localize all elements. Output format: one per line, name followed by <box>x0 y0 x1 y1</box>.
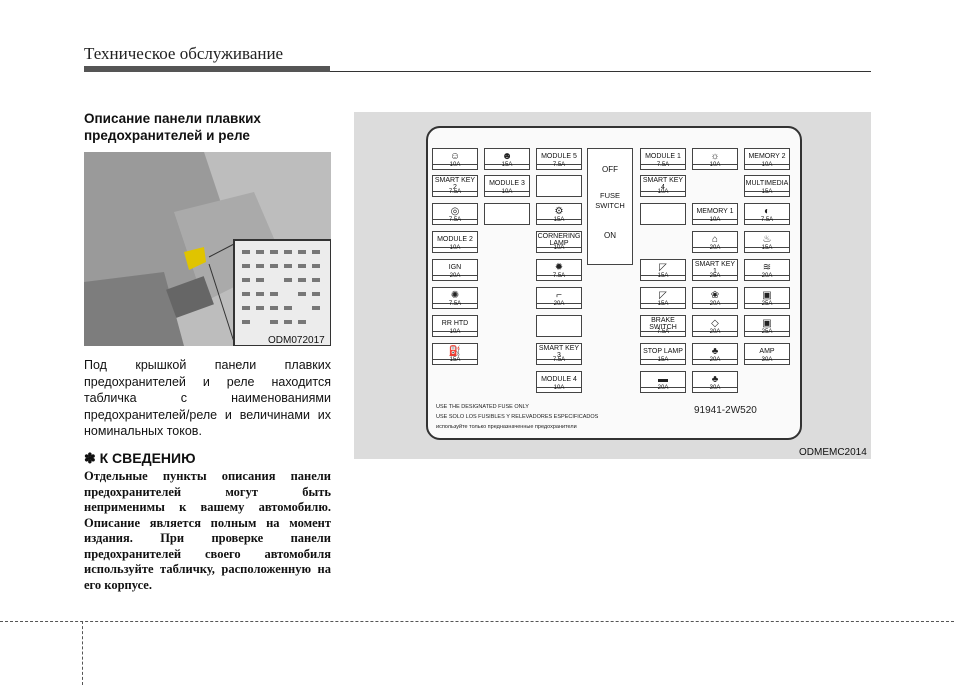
fuse-amperage: 15A <box>657 357 669 363</box>
diagram-code: ODMEMC2014 <box>799 447 867 458</box>
fuse-slot <box>744 231 790 253</box>
footer-dashed-rule <box>0 621 954 622</box>
fuse-slot <box>744 148 790 170</box>
fuse-amperage: 7.5A <box>656 329 670 335</box>
fuse-label: RR HTD <box>441 320 469 327</box>
board-note-ru: используйте только предназначенные предохранители <box>436 424 577 430</box>
defrost-icon: ≋ <box>762 262 772 273</box>
fuse-slot <box>640 287 686 309</box>
fuse-amperage: 7.5A <box>552 273 566 279</box>
fuse-slot <box>432 259 478 281</box>
fuse-slot <box>640 175 686 197</box>
fuse-amperage: 25A <box>709 273 721 279</box>
fuse-amperage: 15A <box>501 162 513 168</box>
engine-icon: ⚙ <box>554 206 564 217</box>
fuse-amperage: 10A <box>553 245 565 251</box>
fuse-amperage: 30A <box>761 357 773 363</box>
fuse-label: MULTIMEDIA <box>745 180 789 187</box>
fuse-slot <box>484 203 530 225</box>
fuse-slot <box>744 203 790 225</box>
fuse-amperage: 20A <box>709 329 721 335</box>
fuse-slot <box>692 287 738 309</box>
fuse-slot <box>432 231 478 253</box>
page-header-title: Техническое обслуживание <box>84 44 284 63</box>
fuse-amperage: 20A <box>449 273 461 279</box>
fuse-label: CORNERING LAMP <box>537 232 581 247</box>
fuse-amperage: 15A <box>761 245 773 251</box>
board-note-en: USE THE DESIGNATED FUSE ONLY <box>436 404 529 410</box>
board-part-code: 91941-2W520 <box>694 405 757 416</box>
fuse-slot <box>432 343 478 365</box>
fuse-slot <box>536 287 582 309</box>
lamp-icon: ✹ <box>554 262 564 273</box>
airbag-passenger-icon: ☺ <box>449 151 461 162</box>
window-icon: ▣ <box>762 318 772 329</box>
fuse-slot <box>484 175 530 197</box>
fuse-slot <box>536 315 582 337</box>
seat-icon: ⌐ <box>556 290 562 301</box>
fuse-slot <box>692 148 738 170</box>
fuse-amperage: 7.5A <box>552 357 566 363</box>
fuse-switch-off-label: OFF <box>602 165 618 174</box>
fuel-icon: ⛽ <box>448 346 462 357</box>
fuse-slot <box>536 343 582 365</box>
airbag-icon: ☻ <box>501 151 513 162</box>
wiper-icon: ◸ <box>659 290 667 301</box>
sunroof-icon: ▬ <box>658 374 668 385</box>
headlamp-icon: ☼ <box>710 151 720 162</box>
fuse-slot <box>640 371 686 393</box>
fuse-slot <box>432 315 478 337</box>
fuse-slot <box>536 175 582 197</box>
fuse-label: SMART KEY 3 <box>538 344 580 359</box>
fuse-label: SMART KEY 2 <box>434 176 476 191</box>
fuse-label: IGN <box>448 264 462 271</box>
body-paragraph: Под крышкой панели плавких предохранителей и реле находится табличка с наименованиями предохранителей/реле и величинами их номинальных токов. <box>84 358 331 438</box>
fuse-amperage: 30A <box>709 385 721 391</box>
fuse-slot <box>432 287 478 309</box>
fuse-amperage: 20A <box>657 385 669 391</box>
fuse-slot <box>692 371 738 393</box>
fuse-label: MEMORY 1 <box>696 208 734 215</box>
note-paragraph: Отдельные пункты описания панели предохранителей могут быть неприменимы к вашему автомобилю. Описание является полным на момент издания. При проверке панели предохранителей своего автомобиля используйте табличку, расположенную на его корпусе. <box>84 469 331 592</box>
fuse-slot <box>744 315 790 337</box>
fuse-slot <box>432 203 478 225</box>
fuse-slot <box>536 231 582 253</box>
fuse-amperage: 15A <box>553 217 565 223</box>
window-icon: ▣ <box>762 290 772 301</box>
fuse-slot <box>692 203 738 225</box>
section-title: Описание панели плавких предохранителей и реле <box>84 111 261 143</box>
fuse-amperage: 15A <box>449 357 461 363</box>
fuse-slot <box>536 371 582 393</box>
note-title: ✽ К СВЕДЕНИЮ <box>84 450 196 466</box>
fuse-label: BRAKE SWITCH <box>649 316 677 331</box>
fuse-label: MODULE 1 <box>645 153 681 160</box>
header-rule-thick <box>84 66 330 72</box>
fuse-slot <box>640 148 686 170</box>
fuse-amperage: 15A <box>761 189 773 195</box>
fuse-amperage: 7.5A <box>448 301 462 307</box>
fuse-amperage: 10A <box>449 162 461 168</box>
fuse-panel-photo <box>84 152 331 346</box>
fuse-amperage: 7.5A <box>448 217 462 223</box>
fuse-amperage: 20A <box>709 357 721 363</box>
fuse-amperage: 15A <box>657 273 669 279</box>
steering-icon: ◎ <box>450 206 460 217</box>
fuse-slot <box>432 175 478 197</box>
fuse-slot <box>692 259 738 281</box>
fuse-label: MODULE 2 <box>437 236 473 243</box>
trunk-icon: ◇ <box>711 318 719 329</box>
door-lock-icon: ⌂ <box>711 234 719 245</box>
fuse-label: SMART KEY 4 <box>642 176 684 191</box>
fuse-slot <box>744 175 790 197</box>
fuse-panel-photo-illustration <box>84 152 331 346</box>
rear-heater-icon: ♨ <box>762 234 772 245</box>
fuse-slot <box>432 148 478 170</box>
fuse-amperage: 10A <box>761 162 773 168</box>
fuse-amperage: 20A <box>553 301 565 307</box>
fuse-slot <box>744 259 790 281</box>
header-rule-thin <box>330 71 871 72</box>
fuse-switch-on-label: ON <box>604 231 616 240</box>
fuse-amperage: 15A <box>657 301 669 307</box>
wiper-icon: ◸ <box>659 262 667 273</box>
fuse-label: MODULE 3 <box>489 180 525 187</box>
fuse-amperage: 10A <box>709 162 721 168</box>
fuse-slot <box>744 287 790 309</box>
fuse-amperage: 10A <box>553 385 565 391</box>
fan-icon: ❀ <box>710 290 720 301</box>
fuse-slot <box>744 343 790 365</box>
fuse-slot <box>640 315 686 337</box>
fuse-slot <box>692 315 738 337</box>
seat-heater-icon: ♣ <box>711 374 719 385</box>
fuse-label: SMART KEY 1 <box>694 260 736 275</box>
board-note-es: USE SOLO LOS FUSIBLES Y RELEVADORES ESPECIFICADOS <box>436 414 599 420</box>
fuse-label: AMP <box>759 348 775 355</box>
fuse-amperage: 7.5A <box>760 217 774 223</box>
fuse-slot <box>692 343 738 365</box>
fuse-slot <box>484 148 530 170</box>
fuse-switch-label: FUSE SWITCH <box>595 191 625 210</box>
fuse-amperage: 10A <box>501 189 513 195</box>
fuse-amperage: 10A <box>449 329 461 335</box>
fuse-label: MEMORY 2 <box>748 153 786 160</box>
fuse-label: STOP LAMP <box>643 348 683 355</box>
fuse-amperage: 20A <box>709 245 721 251</box>
fuse-amperage: 25A <box>761 301 773 307</box>
fuse-slot <box>640 203 686 225</box>
fuse-amperage: 25A <box>761 329 773 335</box>
fuse-slot <box>536 259 582 281</box>
fuse-slot <box>640 259 686 281</box>
fuse-amperage: 10A <box>657 189 669 195</box>
fuse-slot <box>536 203 582 225</box>
fuse-amperage: 7.5A <box>448 189 462 195</box>
fuse-amperage: 20A <box>709 301 721 307</box>
fuse-amperage: 20A <box>761 273 773 279</box>
fuse-slot <box>640 343 686 365</box>
fuse-slot <box>536 148 582 170</box>
fuse-label: MODULE 4 <box>541 376 577 383</box>
photo-code: ODM072017 <box>268 335 325 346</box>
fuse-amperage: 10A <box>709 217 721 223</box>
footer-dashed-vertical <box>82 621 83 685</box>
fuse-amperage: 7.5A <box>552 162 566 168</box>
fuse-amperage: 7.5A <box>656 162 670 168</box>
fuse-switch <box>587 148 633 265</box>
fog-lamp-icon: ✺ <box>450 290 460 301</box>
fuse-slot <box>692 231 738 253</box>
seat-heater-icon: ♣ <box>711 346 719 357</box>
fuse-label: MODULE 5 <box>541 153 577 160</box>
mirror-icon: ◐ <box>763 206 771 217</box>
fuse-amperage: 10A <box>449 245 461 251</box>
